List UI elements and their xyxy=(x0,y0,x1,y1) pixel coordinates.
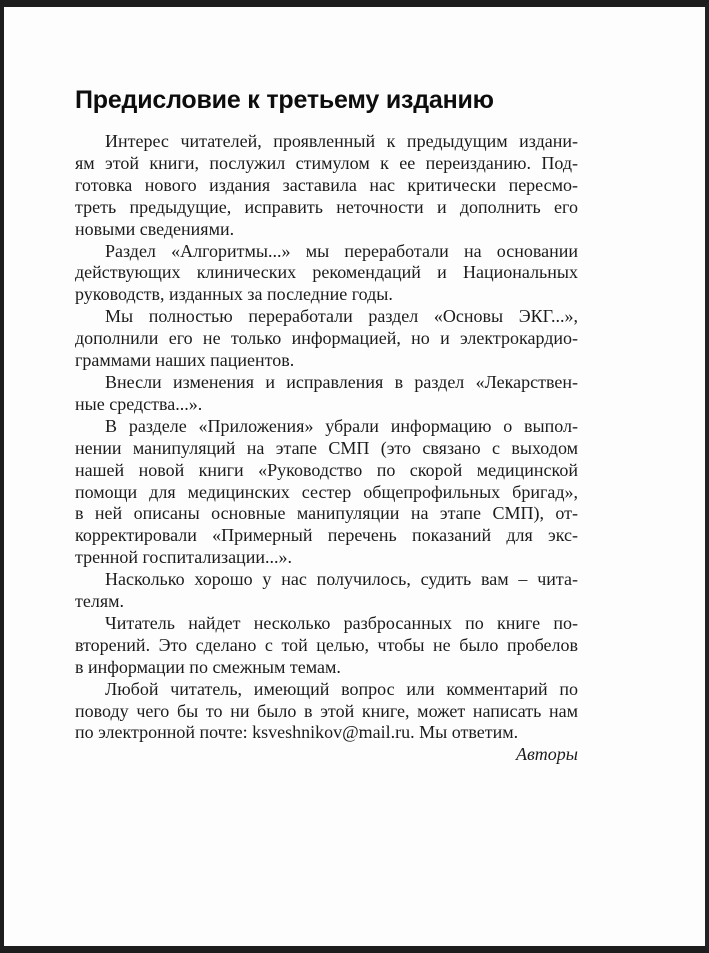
text-line: нении манипуляций на этапе СМП (это связано с выходом xyxy=(75,437,578,458)
page-title: Предисловие к третьему изданию xyxy=(75,86,494,114)
text-line: в ней описаны основные манипуляции на этапе СМП), от- xyxy=(75,503,578,524)
text-line: тренной госпитализации...». xyxy=(75,547,292,568)
text-line: помощи для медицинских сестер общепрофильных бригад», xyxy=(75,481,578,502)
text-line: Интерес читателей, проявленный к предыдущим издани- xyxy=(105,131,578,151)
text-line: дополнили его не только информацией, но и электрокардио- xyxy=(75,328,578,349)
text-line: треть предыдущие, исправить неточности и дополнить его xyxy=(75,196,578,217)
text-line: В разделе «Приложения» убрали информацию о выпол- xyxy=(105,415,578,436)
text-line: поводу чего бы то ни было в этой книге, может написать нам xyxy=(75,700,578,721)
text-line: ям этой книги, послужил стимулом к ее переизданию. Под- xyxy=(75,152,578,173)
text-line: граммами наших пациентов. xyxy=(75,350,295,371)
text-line: корректировали «Примерный перечень показаний для экс- xyxy=(75,525,578,546)
text-line: Мы полностью переработали раздел «Основы ЭКГ...», xyxy=(105,306,578,327)
text-line: руководств, изданных за последние годы. xyxy=(75,284,393,305)
text-line: нашей новой книги «Руководство по скорой медицинской xyxy=(75,459,578,480)
author-signature: Авторы xyxy=(516,744,578,765)
text-line: в информации по смежным темам. xyxy=(75,656,341,677)
text-line: ные средства...». xyxy=(75,393,203,414)
text-line: Читатель найдет несколько разбросанных по книге по- xyxy=(105,612,578,633)
text-line: телям. xyxy=(75,591,125,612)
text-line: новыми сведениями. xyxy=(75,218,235,239)
text-line: Любой читатель, имеющий вопрос или комментарий по xyxy=(105,678,578,699)
text-line: действующих клинических рекомендаций и Национальных xyxy=(75,262,578,283)
text-line: по электронной почте: ksveshnikov@mail.ru. Мы ответим. xyxy=(75,722,519,743)
preface-text xyxy=(75,131,578,766)
text-line: Насколько хорошо у нас получилось, судить вам – чита- xyxy=(105,569,578,590)
text-line: готовка нового издания заставила нас критически пересмо- xyxy=(75,174,578,195)
text-line: Внесли изменения и исправления в раздел «Лекарствен- xyxy=(105,371,578,392)
text-line: Раздел «Алгоритмы...» мы переработали на основании xyxy=(105,240,578,261)
text-line: вторений. Это сделано с той целью, чтобы не было пробелов xyxy=(75,634,578,655)
